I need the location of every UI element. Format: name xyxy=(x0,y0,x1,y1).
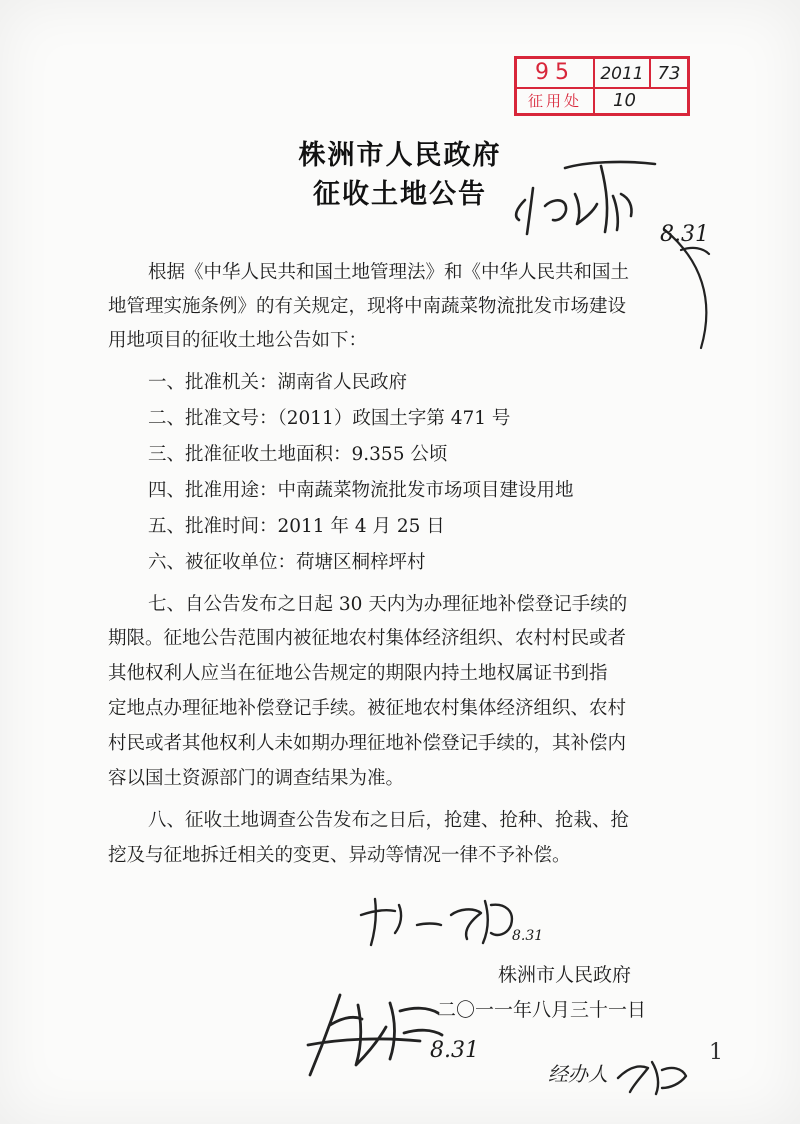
item-3: 三、批准征收土地面积：9.355 公顷 xyxy=(148,444,448,465)
stamp-year: 2011 xyxy=(595,59,651,89)
page-number: 1 xyxy=(709,1040,723,1065)
item-5: 五、批准时间：2011 年 4 月 25 日 xyxy=(148,516,445,537)
item-7-line-2: 期限。征地公告范围内被征地农村集体经济组织、农村村民或者 xyxy=(108,628,627,649)
handler-signature-icon xyxy=(612,1048,692,1098)
item-7-line-4: 定地点办理征地补偿登记手续。被征地农村集体经济组织、农村 xyxy=(108,698,627,719)
title-line-1: 株洲市人民政府 xyxy=(298,140,502,171)
stamp-number: 95 xyxy=(517,59,595,89)
title-line-2: 征收土地公告 xyxy=(313,179,487,210)
intro-line-3: 用地项目的征收土地公告如下： xyxy=(108,330,368,351)
intro-line-1: 根据《中华人民共和国土地管理法》和《中华人民共和国土 xyxy=(148,262,630,283)
item-2: 二、批准文号：（2011）政国土字第 471 号 xyxy=(148,408,511,429)
issue-date: 二〇一一年八月三十一日 xyxy=(437,999,647,1021)
stamp-doc-no: 73 xyxy=(651,59,687,89)
leader-date-note: 8.31 xyxy=(430,1038,479,1063)
item-8-line-2: 挖及与征地拆迁相关的变更、异动等情况一律不予补偿。 xyxy=(108,845,571,866)
handler-label: 经办人 xyxy=(548,1062,608,1086)
issuing-organization: 株洲市人民政府 xyxy=(498,964,632,986)
registration-stamp xyxy=(514,56,690,116)
item-4: 四、批准用途：中南蔬菜物流批发市场项目建设用地 xyxy=(148,480,574,501)
leader-signature-icon xyxy=(300,985,460,1085)
stamp-day: 10 xyxy=(613,90,636,111)
item-1: 一、批准机关：湖南省人民政府 xyxy=(148,372,408,393)
reviewer-signature-icon xyxy=(355,885,535,965)
item-7-line-3: 其他权利人应当在征地公告规定的期限内持土地权属证书到指 xyxy=(108,663,608,684)
approval-signature-icon xyxy=(505,150,735,350)
item-8-line-1: 八、征收土地调查公告发布之日后，抢建、抢种、抢栽、抢 xyxy=(148,810,630,831)
intro-line-2: 地管理实施条例》的有关规定，现将中南蔬菜物流批发市场建设 xyxy=(108,296,627,317)
item-7-line-5: 村民或者其他权利人未如期办理征地补偿登记手续的，其补偿内 xyxy=(108,733,627,754)
reviewer-date-note: 8.31 xyxy=(512,928,544,944)
approval-date-note: 8.31 xyxy=(660,222,709,247)
item-7-line-1: 七、自公告发布之日起 30 天内为办理征地补偿登记手续的 xyxy=(148,594,628,615)
stamp-office: 征用处 xyxy=(517,89,595,113)
item-6: 六、被征收单位：荷塘区桐梓坪村 xyxy=(148,552,426,573)
item-7-line-6: 容以国土资源部门的调查结果为准。 xyxy=(108,768,405,789)
